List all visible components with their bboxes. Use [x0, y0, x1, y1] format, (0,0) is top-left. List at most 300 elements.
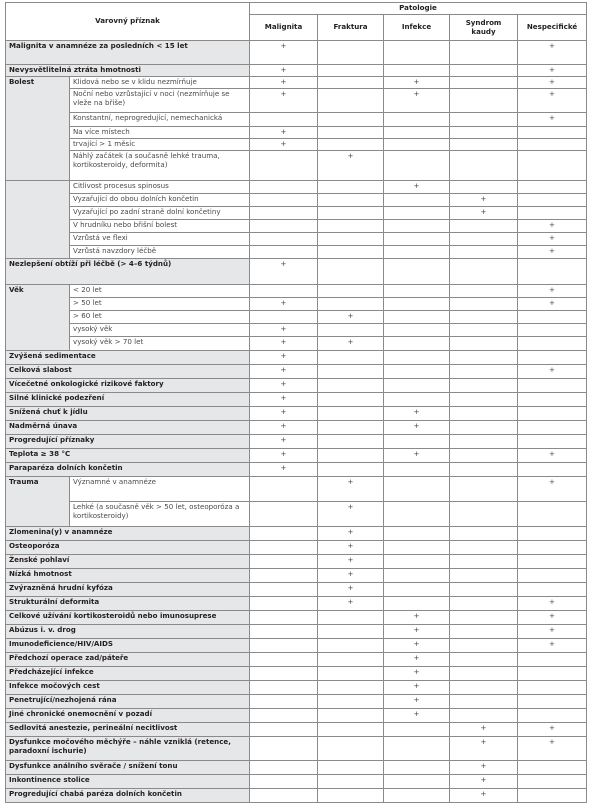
- col-header-malignity: Malignita: [250, 15, 318, 41]
- row-label: Paraparéza dolních končetin: [6, 463, 250, 477]
- mark-cell: +: [518, 365, 587, 379]
- mark-cell: [318, 393, 384, 407]
- table-row: [6, 220, 587, 233]
- mark-cell: [450, 502, 518, 527]
- mark-cell: [450, 220, 518, 233]
- mark-cell: [518, 695, 587, 709]
- table-row: [6, 246, 587, 259]
- mark-cell: [318, 233, 384, 246]
- mark-cell: [384, 65, 450, 77]
- table-row: [6, 477, 587, 502]
- mark-cell: [250, 502, 318, 527]
- mark-cell: [318, 639, 384, 653]
- row-label: Osteoporóza: [6, 541, 250, 555]
- row-label: Silné klinické podezření: [6, 393, 250, 407]
- table-row: [6, 311, 587, 324]
- table-row: [6, 89, 587, 113]
- table-row: [6, 139, 587, 151]
- mark-cell: [384, 365, 450, 379]
- mark-cell: [384, 246, 450, 259]
- mark-cell: +: [518, 89, 587, 113]
- table-row: [6, 407, 587, 421]
- mark-cell: [450, 77, 518, 89]
- mark-cell: [518, 709, 587, 723]
- mark-cell: [518, 421, 587, 435]
- mark-cell: [250, 639, 318, 653]
- mark-cell: +: [250, 463, 318, 477]
- mark-cell: [450, 393, 518, 407]
- mark-cell: [318, 435, 384, 449]
- mark-cell: +: [518, 449, 587, 463]
- mark-cell: [384, 569, 450, 583]
- mark-cell: [384, 351, 450, 365]
- mark-cell: [318, 65, 384, 77]
- mark-cell: [318, 220, 384, 233]
- mark-cell: [250, 695, 318, 709]
- mark-cell: [518, 527, 587, 541]
- mark-cell: [318, 77, 384, 89]
- mark-cell: [450, 555, 518, 569]
- sub-label: V hrudníku nebo břišní bolest: [70, 220, 250, 233]
- mark-cell: [450, 139, 518, 151]
- mark-cell: [384, 298, 450, 311]
- group-label: Věk: [6, 285, 70, 351]
- row-label: Zlomenina(y) v anamnéze: [6, 527, 250, 541]
- sub-label: trvající > 1 měsíc: [70, 139, 250, 151]
- mark-cell: [250, 709, 318, 723]
- row-label: Infekce močových cest: [6, 681, 250, 695]
- sub-label: vysoký věk > 70 let: [70, 337, 250, 351]
- mark-cell: +: [518, 625, 587, 639]
- table-row: [6, 365, 587, 379]
- mark-cell: +: [384, 695, 450, 709]
- mark-cell: [518, 569, 587, 583]
- mark-cell: [518, 259, 587, 285]
- mark-cell: +: [250, 324, 318, 337]
- table-row: [6, 502, 587, 527]
- mark-cell: +: [250, 407, 318, 421]
- row-label: Nevysvětlitelná ztráta hmotnosti: [6, 65, 250, 77]
- mark-cell: +: [250, 393, 318, 407]
- table-row: [6, 527, 587, 541]
- mark-cell: +: [384, 625, 450, 639]
- mark-cell: [450, 597, 518, 611]
- mark-cell: [518, 311, 587, 324]
- row-label: Teplota ≥ 38 °C: [6, 449, 250, 463]
- col-header-nonspecific: Nespecifické: [518, 15, 587, 41]
- mark-cell: [384, 775, 450, 789]
- mark-cell: +: [384, 709, 450, 723]
- mark-cell: [318, 775, 384, 789]
- mark-cell: [518, 337, 587, 351]
- table-row: [6, 298, 587, 311]
- mark-cell: [318, 324, 384, 337]
- mark-cell: +: [518, 285, 587, 298]
- group-label: Trauma: [6, 477, 70, 527]
- table-row: [6, 421, 587, 435]
- mark-cell: [384, 723, 450, 737]
- mark-cell: [250, 789, 318, 803]
- mark-cell: [450, 541, 518, 555]
- mark-cell: [450, 695, 518, 709]
- table-row: [6, 639, 587, 653]
- mark-cell: [250, 597, 318, 611]
- mark-cell: [384, 337, 450, 351]
- table-row: [6, 449, 587, 463]
- row-label: Jiné chronické onemocnění v pozadí: [6, 709, 250, 723]
- table-row: [6, 41, 587, 65]
- mark-cell: +: [518, 246, 587, 259]
- mark-cell: +: [318, 597, 384, 611]
- mark-cell: [450, 246, 518, 259]
- mark-cell: [450, 311, 518, 324]
- row-label: Progredující příznaky: [6, 435, 250, 449]
- mark-cell: [450, 435, 518, 449]
- mark-cell: [384, 597, 450, 611]
- mark-cell: [450, 681, 518, 695]
- table-row: [6, 65, 587, 77]
- mark-cell: [318, 611, 384, 625]
- mark-cell: [518, 789, 587, 803]
- mark-cell: +: [384, 681, 450, 695]
- table-row: [6, 463, 587, 477]
- mark-cell: +: [250, 298, 318, 311]
- mark-cell: [518, 667, 587, 681]
- mark-cell: [318, 127, 384, 139]
- mark-cell: +: [250, 77, 318, 89]
- mark-cell: +: [384, 639, 450, 653]
- mark-cell: [318, 351, 384, 365]
- mark-cell: +: [250, 65, 318, 77]
- sub-label: < 20 let: [70, 285, 250, 298]
- sub-label: Vzrůstá navzdory léčbě: [70, 246, 250, 259]
- mark-cell: [384, 127, 450, 139]
- mark-cell: +: [250, 89, 318, 113]
- mark-cell: [518, 435, 587, 449]
- row-label: Nadměrná únava: [6, 421, 250, 435]
- table-row: [6, 695, 587, 709]
- sub-label: Konstantní, neprogredující, nemechanická: [70, 113, 250, 127]
- mark-cell: [250, 285, 318, 298]
- row-label: Dysfunkce análního svěrače / snížení tonu: [6, 761, 250, 775]
- mark-cell: [250, 113, 318, 127]
- mark-cell: +: [518, 477, 587, 502]
- mark-cell: +: [318, 541, 384, 555]
- mark-cell: [318, 379, 384, 393]
- mark-cell: +: [250, 379, 318, 393]
- mark-cell: +: [450, 737, 518, 761]
- row-label: Inkontinence stolice: [6, 775, 250, 789]
- mark-cell: [318, 181, 384, 194]
- mark-cell: [518, 761, 587, 775]
- mark-cell: [318, 667, 384, 681]
- mark-cell: [518, 681, 587, 695]
- mark-cell: [518, 207, 587, 220]
- mark-cell: [450, 583, 518, 597]
- table-row: [6, 667, 587, 681]
- row-label: Malignita v anamnéze za posledních < 15 let: [6, 41, 250, 65]
- mark-cell: [518, 139, 587, 151]
- row-label: Celkové užívání kortikosteroidů nebo imunosuprese: [6, 611, 250, 625]
- mark-cell: +: [384, 181, 450, 194]
- table-row: [6, 681, 587, 695]
- mark-cell: +: [250, 365, 318, 379]
- table-row: [6, 379, 587, 393]
- mark-cell: [318, 113, 384, 127]
- sub-label: > 50 let: [70, 298, 250, 311]
- mark-cell: [250, 723, 318, 737]
- mark-cell: [318, 737, 384, 761]
- row-label: Penetrující/nezhojená rána: [6, 695, 250, 709]
- mark-cell: [250, 625, 318, 639]
- pathology-header: Patologie: [250, 3, 587, 15]
- mark-cell: +: [384, 449, 450, 463]
- mark-cell: +: [318, 477, 384, 502]
- mark-cell: [384, 502, 450, 527]
- mark-cell: [384, 311, 450, 324]
- mark-cell: [518, 194, 587, 207]
- table-row: [6, 337, 587, 351]
- mark-cell: +: [518, 65, 587, 77]
- table-row: [6, 181, 587, 194]
- mark-cell: +: [518, 298, 587, 311]
- mark-cell: +: [518, 597, 587, 611]
- mark-cell: [518, 127, 587, 139]
- row-label: Zvýrazněná hrudní kyfóza: [6, 583, 250, 597]
- mark-cell: [318, 681, 384, 695]
- mark-cell: [450, 151, 518, 181]
- mark-cell: +: [250, 139, 318, 151]
- mark-cell: [518, 775, 587, 789]
- mark-cell: [450, 527, 518, 541]
- mark-cell: [318, 449, 384, 463]
- mark-cell: [250, 775, 318, 789]
- mark-cell: [518, 151, 587, 181]
- mark-cell: [384, 379, 450, 393]
- mark-cell: [384, 41, 450, 65]
- mark-cell: [450, 181, 518, 194]
- mark-cell: +: [250, 127, 318, 139]
- sub-label: Vyzařující po zadní straně dolní končetiny: [70, 207, 250, 220]
- row-label: Imunodeficience/HIV/AIDS: [6, 639, 250, 653]
- mark-cell: +: [318, 583, 384, 597]
- table-row: [6, 555, 587, 569]
- col-header-fracture: Fraktura: [318, 15, 384, 41]
- mark-cell: +: [450, 194, 518, 207]
- row-label: Sedlovitá anestezie, perineální necitlivost: [6, 723, 250, 737]
- mark-cell: +: [518, 737, 587, 761]
- mark-cell: [450, 477, 518, 502]
- mark-cell: [384, 151, 450, 181]
- sub-label: Noční nebo vzrůstající v noci (nezmírňuje se vleže na břiše): [70, 89, 250, 113]
- row-label: Zvýšená sedimentace: [6, 351, 250, 365]
- mark-cell: +: [318, 555, 384, 569]
- mark-cell: +: [250, 435, 318, 449]
- group-label: Bolest: [6, 77, 70, 181]
- mark-cell: +: [518, 220, 587, 233]
- mark-cell: [250, 737, 318, 761]
- mark-cell: +: [318, 569, 384, 583]
- mark-cell: +: [250, 449, 318, 463]
- table-row: [6, 611, 587, 625]
- mark-cell: [250, 527, 318, 541]
- mark-cell: [318, 463, 384, 477]
- mark-cell: [250, 311, 318, 324]
- row-label: Abúzus i. v. drog: [6, 625, 250, 639]
- mark-cell: [450, 611, 518, 625]
- mark-cell: [318, 653, 384, 667]
- table-row: [6, 77, 587, 89]
- mark-cell: +: [384, 667, 450, 681]
- table-row: [6, 285, 587, 298]
- mark-cell: +: [318, 502, 384, 527]
- mark-cell: [384, 139, 450, 151]
- mark-cell: [250, 761, 318, 775]
- mark-cell: [318, 789, 384, 803]
- table-row: [6, 324, 587, 337]
- mark-cell: [518, 324, 587, 337]
- table-row: [6, 653, 587, 667]
- mark-cell: [250, 653, 318, 667]
- table-row: [6, 151, 587, 181]
- col-header-cauda-syndrome: Syndrom kaudy: [450, 15, 518, 41]
- row-label: Dysfunkce močového měchýře – náhle vzniklá (retence, paradoxní ischurie): [6, 737, 250, 761]
- col-header-infection: Infekce: [384, 15, 450, 41]
- mark-cell: [318, 365, 384, 379]
- mark-cell: [250, 207, 318, 220]
- mark-cell: [384, 194, 450, 207]
- mark-cell: [250, 151, 318, 181]
- sub-label: Lehké (a současně věk > 50 let, osteoporóza a kortikosteroidy): [70, 502, 250, 527]
- mark-cell: +: [384, 611, 450, 625]
- mark-cell: [250, 477, 318, 502]
- mark-cell: [450, 113, 518, 127]
- mark-cell: [318, 285, 384, 298]
- mark-cell: [384, 555, 450, 569]
- mark-cell: [384, 220, 450, 233]
- mark-cell: [518, 583, 587, 597]
- sub-label: Náhlý začátek (a současně lehké trauma, kortikosteroidy, deformita): [70, 151, 250, 181]
- mark-cell: +: [250, 351, 318, 365]
- symptom-header: Varovný příznak: [6, 3, 250, 41]
- mark-cell: +: [384, 421, 450, 435]
- mark-cell: [384, 789, 450, 803]
- mark-cell: [518, 393, 587, 407]
- sub-label: Vyzařující do obou dolních končetin: [70, 194, 250, 207]
- table-row: [6, 541, 587, 555]
- red-flags-table: [5, 2, 587, 803]
- mark-cell: +: [318, 311, 384, 324]
- mark-cell: +: [318, 527, 384, 541]
- row-label: Snížená chuť k jídlu: [6, 407, 250, 421]
- mark-cell: [518, 379, 587, 393]
- mark-cell: [250, 611, 318, 625]
- mark-cell: [518, 541, 587, 555]
- table-row: [6, 113, 587, 127]
- mark-cell: +: [450, 207, 518, 220]
- mark-cell: [384, 527, 450, 541]
- mark-cell: [384, 541, 450, 555]
- mark-cell: +: [518, 639, 587, 653]
- table-row: [6, 789, 587, 803]
- mark-cell: [384, 477, 450, 502]
- mark-cell: [250, 583, 318, 597]
- mark-cell: [250, 194, 318, 207]
- mark-cell: +: [450, 723, 518, 737]
- mark-cell: +: [518, 113, 587, 127]
- mark-cell: [450, 667, 518, 681]
- mark-cell: +: [518, 233, 587, 246]
- mark-cell: [450, 285, 518, 298]
- mark-cell: [450, 653, 518, 667]
- table-row: [6, 127, 587, 139]
- mark-cell: [450, 259, 518, 285]
- mark-cell: [250, 181, 318, 194]
- row-label: Předcházející infekce: [6, 667, 250, 681]
- mark-cell: +: [518, 611, 587, 625]
- mark-cell: [450, 569, 518, 583]
- table-row: [6, 775, 587, 789]
- mark-cell: [250, 555, 318, 569]
- table-row: [6, 737, 587, 761]
- mark-cell: [384, 737, 450, 761]
- mark-cell: [250, 667, 318, 681]
- mark-cell: +: [318, 337, 384, 351]
- mark-cell: [318, 259, 384, 285]
- mark-cell: [518, 181, 587, 194]
- mark-cell: [318, 761, 384, 775]
- mark-cell: [450, 449, 518, 463]
- row-label: Strukturální deformita: [6, 597, 250, 611]
- table-row: [6, 351, 587, 365]
- mark-cell: [450, 89, 518, 113]
- mark-cell: +: [450, 789, 518, 803]
- mark-cell: [250, 233, 318, 246]
- mark-cell: [450, 379, 518, 393]
- mark-cell: [518, 463, 587, 477]
- sub-label: Významné v anamnéze: [70, 477, 250, 502]
- mark-cell: +: [518, 77, 587, 89]
- mark-cell: [318, 207, 384, 220]
- sub-label: Na více místech: [70, 127, 250, 139]
- mark-cell: [318, 194, 384, 207]
- mark-cell: [450, 351, 518, 365]
- mark-cell: +: [250, 421, 318, 435]
- mark-cell: [450, 639, 518, 653]
- mark-cell: +: [518, 723, 587, 737]
- mark-cell: +: [518, 41, 587, 65]
- mark-cell: [450, 298, 518, 311]
- table-row: [6, 625, 587, 639]
- mark-cell: [450, 65, 518, 77]
- table-row: [6, 723, 587, 737]
- table-row: [6, 233, 587, 246]
- mark-cell: [384, 393, 450, 407]
- mark-cell: [450, 421, 518, 435]
- table-row: [6, 761, 587, 775]
- mark-cell: [450, 41, 518, 65]
- sub-label: Klidová nebo se v klidu nezmírňuje: [70, 77, 250, 89]
- mark-cell: +: [384, 407, 450, 421]
- mark-cell: [450, 365, 518, 379]
- mark-cell: [250, 681, 318, 695]
- mark-cell: [318, 723, 384, 737]
- table-row: [6, 583, 587, 597]
- mark-cell: [318, 421, 384, 435]
- mark-cell: +: [384, 89, 450, 113]
- mark-cell: +: [450, 761, 518, 775]
- mark-cell: +: [250, 41, 318, 65]
